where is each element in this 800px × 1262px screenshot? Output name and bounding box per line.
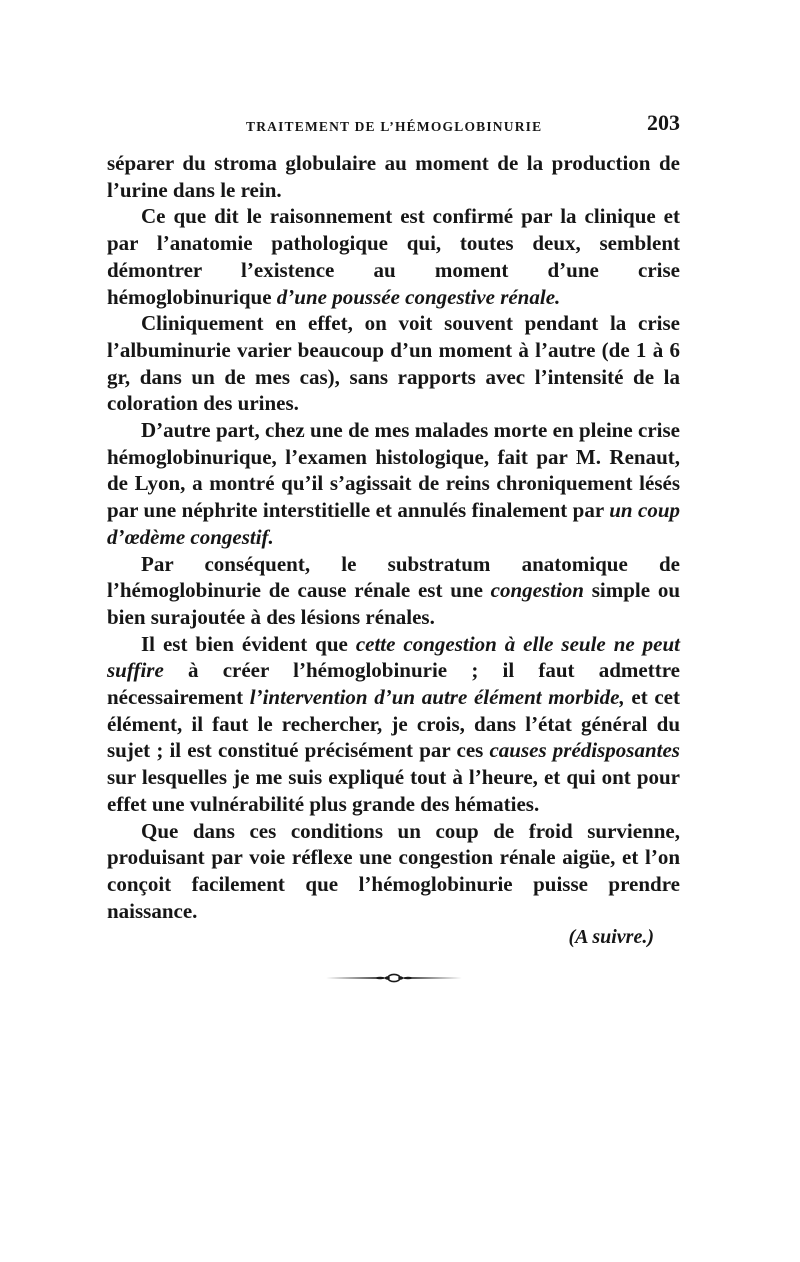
text-run: D’autre part, chez une de mes malades morte en pleine crise hémoglobinurique, l’examen histologique, fait par M. Renaut, de Lyon, a montré qu’il s’agissait de reins chroniquement lésés par une néphrite interstitielle et annulés finalement par — [107, 418, 680, 523]
italic-phrase: d’une poussée congestive rénale. — [276, 284, 561, 309]
text-run: Il est bien évident que — [141, 631, 356, 656]
to-be-continued-text: (A suivre.) — [568, 926, 654, 949]
paragraph — [107, 150, 680, 203]
italic-phrase: congestion — [490, 578, 584, 603]
book-page — [107, 110, 680, 988]
italic-phrase: l’intervention d’un autre élément morbide, — [249, 685, 625, 710]
text-run: et cet élément, il faut le rechercher, je crois, dans l’état général du sujet ; il est constitué précisément par ces — [107, 685, 680, 763]
paragraph — [107, 631, 680, 818]
text-run: sur lesquelles je me suis expliqué tout à l’heure, et qui ont pour effet une vulnérabilité plus grande des hématies. — [107, 765, 680, 816]
tail-piece-rule-icon — [324, 972, 464, 984]
paragraph — [107, 551, 680, 631]
to-be-continued-note — [107, 926, 654, 949]
text-run: Par conséquent, le substratum anatomique de l’hémoglobinurie de cause rénale est une — [107, 551, 680, 603]
text-run: séparer du stroma globulaire au moment de la production de l’urine dans le rein. — [107, 151, 680, 202]
paragraph — [107, 310, 680, 417]
paragraph — [107, 203, 680, 310]
paragraph — [107, 818, 680, 925]
text-run: Que dans ces conditions un coup de froid survienne, produisant par voie réflexe une congestion rénale aigüe, et l’on conçoit facilement que l’hémoglobinurie puisse prendre naissance. — [107, 818, 680, 923]
paragraph — [107, 417, 680, 551]
italic-phrase: un coup d’œdème congestif. — [107, 498, 680, 549]
text-run: simple ou bien surajoutée à des lésions rénales. — [107, 578, 680, 629]
italic-phrase: causes prédisposantes — [489, 738, 680, 763]
running-title: TRAITEMENT DE L’HÉMOGLOBINURIE — [246, 119, 543, 134]
page-number: 203 — [647, 110, 680, 135]
text-run: Cliniquement en effet, on voit souvent pendant la crise l’albuminurie varier beaucoup d’un moment à l’autre (de 1 à 6 gr, dans un de mes cas), sans rapports avec l’intensité de la coloration des urines. — [107, 311, 680, 416]
italic-phrase: cette congestion à elle seule ne peut suffire — [107, 631, 681, 683]
text-run: à créer l’hémoglobinurie ; il faut admettre nécessairement — [107, 658, 680, 710]
tail-piece-rule-icon — [107, 969, 680, 988]
running-head — [107, 110, 680, 146]
text-run: Ce que dit le raisonnement est confirmé par la clinique et par l’anatomie pathologique qui, toutes deux, semblent démontrer l’existence au moment d’une crise hémoglobinurique — [107, 204, 680, 309]
body-text — [107, 150, 680, 924]
